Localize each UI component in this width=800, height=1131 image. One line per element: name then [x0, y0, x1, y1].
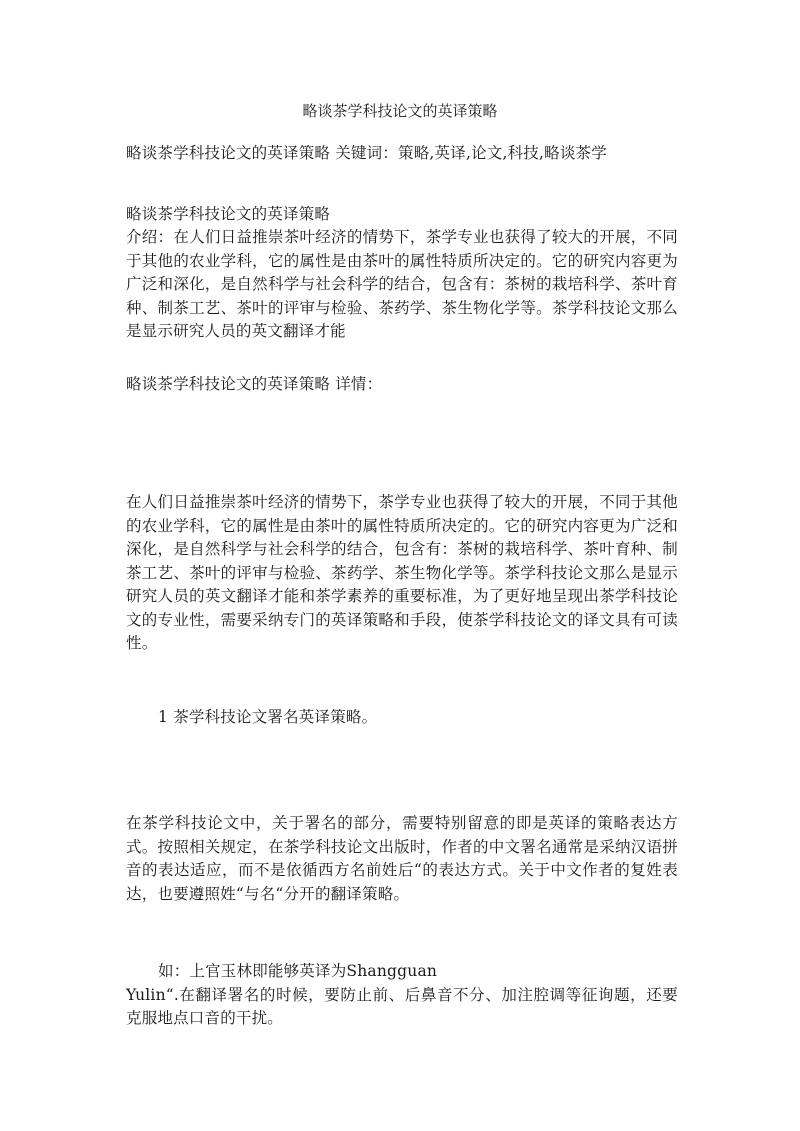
section-heading-1: 1 茶学科技论文署名英译策略。 [158, 708, 378, 726]
example-paragraph [126, 960, 678, 1031]
details-heading: 略谈茶学科技论文的英译策略 详情： [126, 375, 383, 393]
intro-paragraph: 介绍：在人们日益推崇茶叶经济的情势下，茶学专业也获得了较大的开展，不同于其他的农业学科，它的属性是由茶叶的属性特质所决定的。它的研究内容更为广泛和深化，是自然科学与社会科学的结合，包含有：茶树的栽培科学、茶叶育种、制茶工艺、茶叶的评审与检验、茶药学、茶生物化学等。茶学科技论文那么是显示研究人员的英文翻译才能 [126, 228, 678, 340]
body-paragraph-2: 在茶学科技论文中，关于署名的部分，需要特别留意的即是英译的策略表达方式。按照相关规定，在茶学科技论文出版时，作者的中文署名通常是采纳汉语拼音的表达适应，而不是依循西方名前姓后“的表达方式。关于中文作者的复姓表达，也要遵照姓“与名“分开的翻译策略。 [126, 814, 678, 903]
document-title: 略谈茶学科技论文的英译策略 [302, 102, 498, 120]
keywords-line: 略谈茶学科技论文的英译策略 关键词：策略,英译,论文,科技,略谈茶学 [126, 144, 607, 162]
example-line-2: Yulin“.在翻译署名的时候，要防止前、后鼻音不分、加注腔调等征询题，还要克服地点口音的干扰。 [126, 985, 678, 1027]
body-paragraph-1: 在人们日益推崇茶叶经济的情势下，茶学专业也获得了较大的开展，不同于其他的农业学科，它的属性是由茶叶的属性特质所决定的。它的研究内容更为广泛和深化，是自然科学与社会科学的结合，包含有：茶树的栽培科学、茶叶育种、制茶工艺、茶叶的评审与检验、茶药学、茶生物化学等。茶学科技论文那么是显示研究人员的英文翻译才能和茶学素养的重要标准，为了更好地呈现出茶学科技论文的专业性，需要采纳专门的英译策略和手段，使茶学科技论文的译文具有可读性。 [126, 493, 678, 652]
example-line-1: 如：上官玉林即能够英译为Shangguan [158, 962, 438, 980]
intro-heading: 略谈茶学科技论文的英译策略 [126, 205, 331, 223]
